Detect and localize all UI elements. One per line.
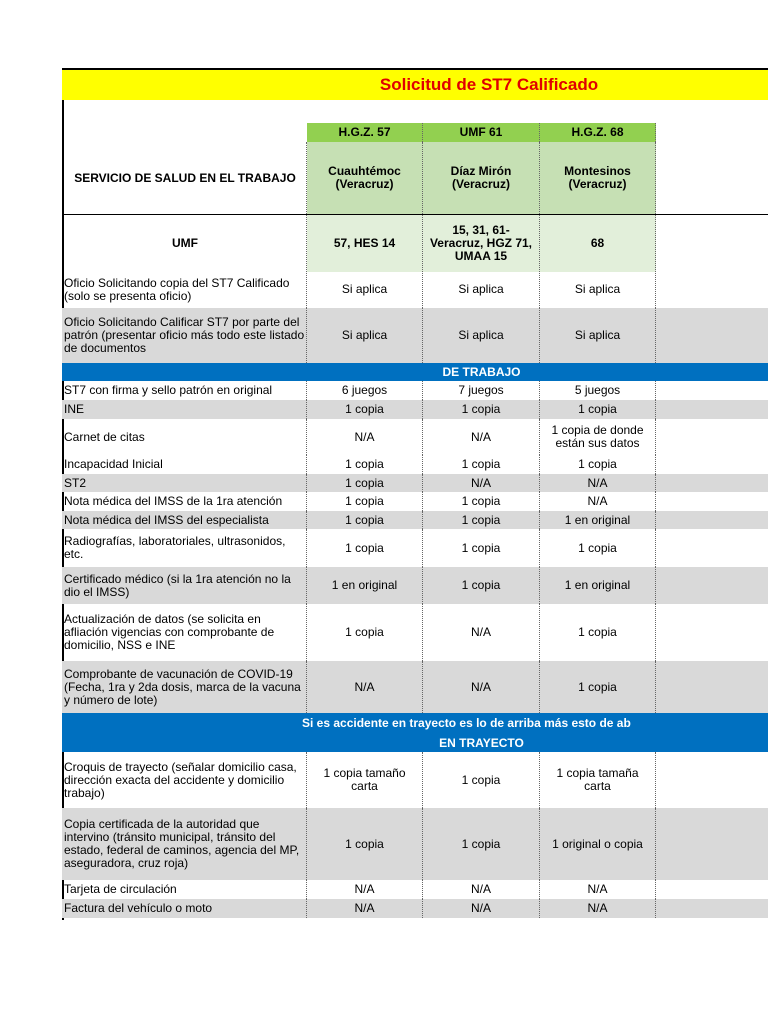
service-label: SERVICIO DE SALUD EN EL TRABAJO <box>62 142 307 214</box>
row-value: 1 copia <box>423 455 540 474</box>
row-label: Factura del vehículo o moto <box>62 899 307 918</box>
row-value: N/A <box>307 661 423 713</box>
table-row <box>62 474 768 492</box>
row-value: 1 copia tamaña carta <box>540 752 656 808</box>
row-value: 1 copia <box>307 808 423 880</box>
row-value: 1 copia <box>307 511 423 529</box>
row-value: 1 copia tamaño carta <box>307 752 423 808</box>
section-header-trabajo <box>62 363 768 381</box>
pre-row-value: Si aplica <box>540 271 656 308</box>
unit-code-row <box>62 123 768 142</box>
pre-row-value: Si aplica <box>307 308 423 363</box>
unit-name-3: Montesinos (Veracruz) <box>540 142 656 214</box>
row-label: Comprobante de vacunación de COVID-19 (Fecha, 1ra y 2da dosis, marca de la vacuna y número de lote) <box>62 661 307 713</box>
title-row <box>62 68 768 100</box>
row-value: 1 copia <box>307 474 423 492</box>
unit-name-1: Cuauhtémoc (Veracruz) <box>307 142 423 214</box>
section-header-trayecto <box>62 733 768 752</box>
table-row <box>62 752 768 808</box>
row-label: Actualización de datos (se solicita en afliación vigencias con comprobante de domicilio, NSS e INE <box>62 604 307 661</box>
table-row <box>62 880 768 899</box>
table-row <box>62 899 768 918</box>
unit-name-2: Díaz Mirón (Veracruz) <box>423 142 540 214</box>
row-label: ST7 con firma y sello patrón en original <box>62 381 307 400</box>
umf-value-3: 68 <box>540 215 656 272</box>
row-label: Croquis de trayecto (señalar domicilio casa, dirección exacta del accidente y domicilio trabajo) <box>62 752 307 808</box>
row-value: 1 copia <box>540 661 656 713</box>
service-row <box>62 142 768 214</box>
pre-row-2 <box>62 308 768 363</box>
table-row <box>62 661 768 713</box>
row-value: 1 copia <box>423 567 540 604</box>
row-label: Copia certificada de la autoridad que intervino (tránsito municipal, tránsito del estado, federal de caminos, agencia del MP, aseguradora, cruz roja) <box>62 808 307 880</box>
row-value: N/A <box>540 492 656 511</box>
row-value: 1 copia <box>307 455 423 474</box>
row-value: 1 copia <box>307 529 423 567</box>
pre-row-value: Si aplica <box>423 271 540 308</box>
row-value: 1 copia <box>423 511 540 529</box>
row-value: N/A <box>540 880 656 899</box>
umf-label: UMF <box>62 215 307 272</box>
row-value: 1 copia de donde están sus datos <box>540 419 656 455</box>
sheet-title: Solicitud de ST7 Calificado <box>379 75 599 94</box>
table-row <box>62 808 768 880</box>
row-value: N/A <box>307 899 423 918</box>
row-value: 1 en original <box>540 567 656 604</box>
row-value: N/A <box>540 899 656 918</box>
row-value: N/A <box>540 474 656 492</box>
row-value: 6 juegos <box>307 381 423 400</box>
row-value: 1 en original <box>307 567 423 604</box>
table-row <box>62 381 768 400</box>
row-value: 5 juegos <box>540 381 656 400</box>
pre-row-value: Si aplica <box>307 271 423 308</box>
pre-row-value: Si aplica <box>540 308 656 363</box>
pre-row-value: Si aplica <box>423 308 540 363</box>
row-label: Carnet de citas <box>62 419 307 455</box>
row-value: 1 copia <box>540 529 656 567</box>
table-row <box>62 567 768 604</box>
table-row <box>62 511 768 529</box>
row-value: 1 copia <box>540 400 656 419</box>
row-value: 1 original o copia <box>540 808 656 880</box>
row-label: Nota médica del IMSS de la 1ra atención <box>62 492 307 511</box>
unit-code-3: H.G.Z. 68 <box>540 123 656 142</box>
row-value: 1 copia <box>423 808 540 880</box>
row-value: N/A <box>423 899 540 918</box>
section-title-trayecto: EN TRAYECTO <box>439 735 524 750</box>
row-value: 1 copia <box>540 604 656 661</box>
row-value: 1 en original <box>540 511 656 529</box>
row-value: N/A <box>423 661 540 713</box>
umf-value-2: 15, 31, 61-Veracruz, HGZ 71, UMAA 15 <box>423 215 540 272</box>
pre-row-label: Oficio Solicitando copia del ST7 Calificado (solo se presenta oficio) <box>62 271 307 308</box>
row-label: Radiografías, laboratoriales, ultrasonidos, etc. <box>62 529 307 567</box>
table-row <box>62 604 768 661</box>
notice-text: Si es accidente en trayecto es lo de arriba más esto de ab <box>302 716 631 730</box>
table-row <box>62 492 768 511</box>
row-value: N/A <box>423 474 540 492</box>
table-row <box>62 529 768 567</box>
umf-row <box>62 214 768 272</box>
row-label: ST2 <box>62 474 307 492</box>
row-value: N/A <box>307 880 423 899</box>
row-value: 7 juegos <box>423 381 540 400</box>
pre-row-label: Oficio Solicitando Calificar ST7 por parte del patrón (presentar oficio más todo este listado de documentos <box>62 308 307 363</box>
section-title-trabajo: DE TRABAJO <box>442 365 521 379</box>
row-value: 1 copia <box>423 400 540 419</box>
row-value: N/A <box>307 419 423 455</box>
row-label: Nota médica del IMSS del especialista <box>62 511 307 529</box>
row-label: Incapacidad Inicial <box>62 455 307 474</box>
unit-code-2: UMF 61 <box>423 123 540 142</box>
row-value: N/A <box>423 419 540 455</box>
table-row <box>62 400 768 419</box>
row-value: 1 copia <box>423 529 540 567</box>
row-label: Certificado médico (si la 1ra atención no la dio el IMSS) <box>62 567 307 604</box>
row-value: N/A <box>423 604 540 661</box>
table-row <box>62 419 768 455</box>
umf-value-1: 57, HES 14 <box>307 215 423 272</box>
notice-row <box>62 713 768 733</box>
row-value: 1 copia <box>540 455 656 474</box>
row-label: INE <box>62 400 307 419</box>
table-row <box>62 455 768 474</box>
row-value: 1 copia <box>307 400 423 419</box>
row-label: Tarjeta de circulación <box>62 880 307 899</box>
row-value: 1 copia <box>307 604 423 661</box>
unit-code-1: H.G.Z. 57 <box>307 123 423 142</box>
row-value: 1 copia <box>307 492 423 511</box>
pre-row-1 <box>62 271 768 308</box>
row-value: N/A <box>423 880 540 899</box>
row-value: 1 copia <box>423 752 540 808</box>
row-value: 1 copia <box>423 492 540 511</box>
